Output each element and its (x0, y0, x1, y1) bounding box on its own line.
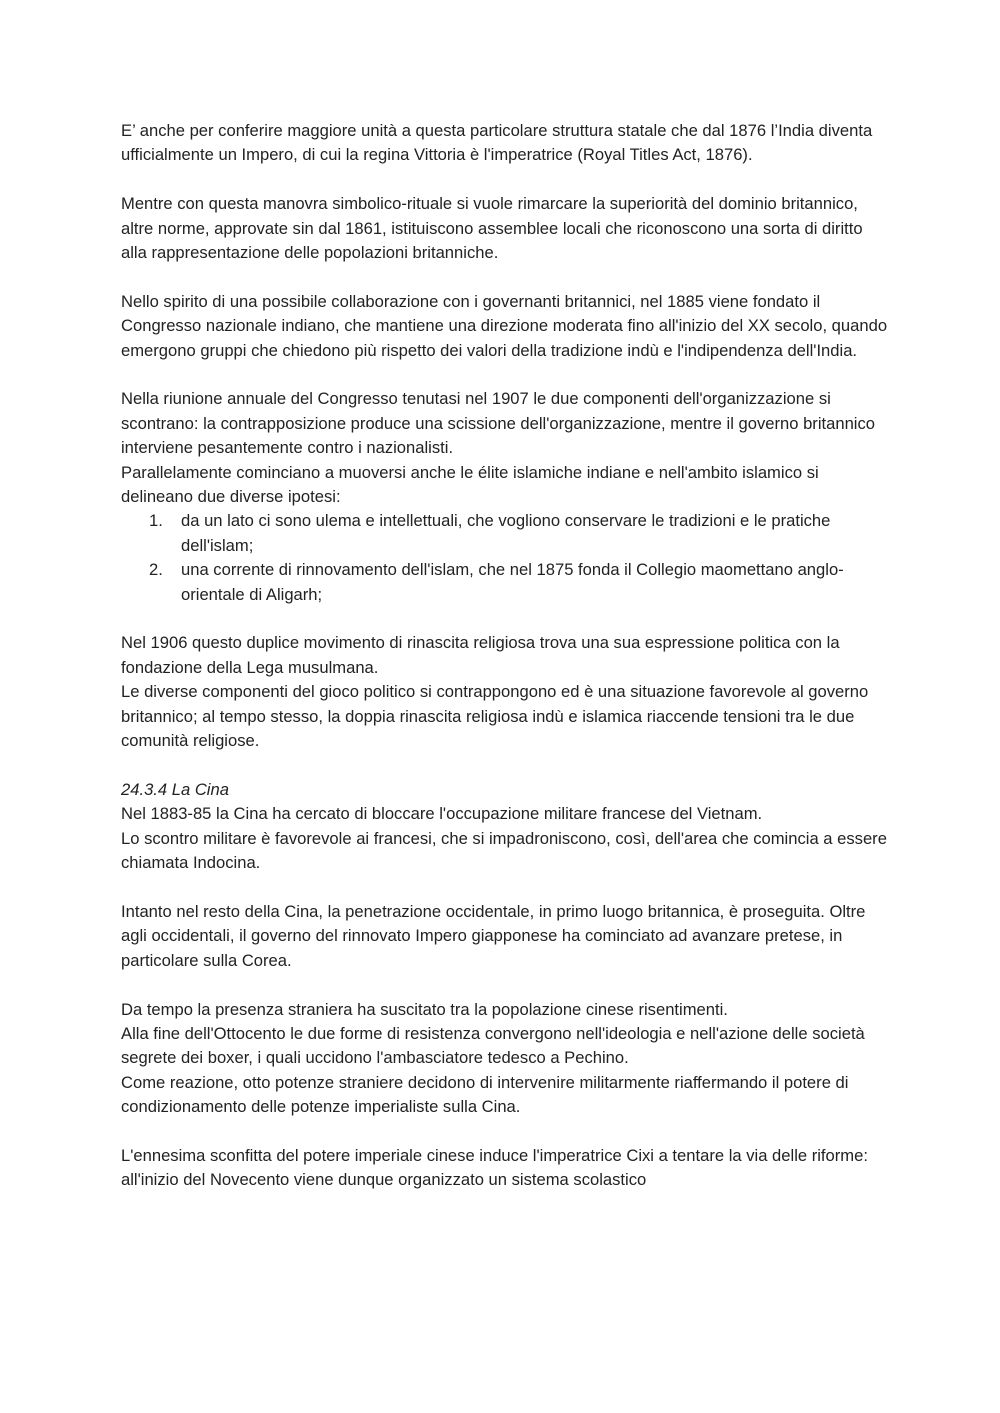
paragraph-cixi-reforms: L'ennesima sconfitta del potere imperiale cinese induce l'imperatrice Cixi a tentare la via delle riforme: all'inizio del Novecento viene dunque organizzato un sistema scolastico (121, 1145, 868, 1190)
paragraph-gap (121, 876, 891, 900)
list-item-text: da un lato ci sono ulema e intellettuali, che vogliono conservare le tradizioni e le pratiche dell'islam; (181, 511, 831, 555)
paragraph-gap (121, 973, 891, 997)
paragraph-local-assemblies: Mentre con questa manovra simbolico-rituale si vuole rimarcare la superiorità del dominio britannico, altre norme, approvate sin dal 1861, istituiscono assemblee locali che riconoscono una sorta di diritto alla rappresentazione delle popolazioni britanniche. (121, 194, 863, 263)
numbered-list (121, 509, 891, 607)
list-item-text: una corrente di rinnovamento dell'islam, che nel 1875 fonda il Collegio maomettano anglo-orientale di Aligarh; (181, 560, 844, 604)
paragraph-resentment: Da tempo la presenza straniera ha suscitato tra la popolazione cinese risentimenti. (121, 999, 728, 1019)
list-item-number: 1. (149, 511, 163, 531)
paragraph-indochina: Lo scontro militare è favorevole ai francesi, che si impadroniscono, così, dell'area che comincia a essere chiamata Indocina. (121, 828, 887, 873)
paragraph-congress-1907: Nella riunione annuale del Congresso tenutasi nel 1907 le due componenti dell'organizzazione si scontrano: la contrapposizione produce una scissione dell'organizzazione, mentre il governo britannico interviene pesantemente contro i nazionalisti. (121, 389, 876, 458)
paragraph-foreign-powers: Come reazione, otto potenze straniere decidono di intervenire militarmente riaffermando il potere di condizionamento delle potenze imperialiste sulla Cina. (121, 1072, 849, 1117)
list-item (121, 509, 891, 558)
paragraph-gap (121, 363, 891, 387)
paragraph-muslim-league: Nel 1906 questo duplice movimento di rinascita religiosa trova una sua espressione politica con la fondazione della Lega musulmana. (121, 633, 840, 677)
paragraph-western-penetration: Intanto nel resto della Cina, la penetrazione occidentale, in primo luogo britannica, è proseguita. Oltre agli occidentali, il governo del rinnovato Impero giapponese ha cominciato ad avanzare pretese, in particolare sulla Corea. (121, 901, 866, 970)
list-item (121, 558, 891, 607)
paragraph-islamic-elites: Parallelamente cominciano a muoversi anche le élite islamiche indiane e nell'ambito islamico si delineano due diverse ipotesi: (121, 462, 819, 507)
paragraph-gap (121, 754, 891, 778)
paragraph-indian-congress: Nello spirito di una possibile collaborazione con i governanti britannici, nel 1885 viene fondato il Congresso nazionale indiano, che mantiene una direzione moderata fino all'inizio del XX secolo, quando emergono gruppi che chiedono più rispetto dei valori della tradizione indù e l'indipendenza dell'India. (121, 291, 888, 360)
paragraph-political-tensions: Le diverse componenti del gioco politico si contrappongono ed è una situazione favorevole al governo britannico; al tempo stesso, la doppia rinascita religiosa indù e islamica riaccende tensioni tra le due comunità religiose. (121, 682, 869, 751)
paragraph-vietnam: Nel 1883-85 la Cina ha cercato di bloccare l'occupazione militare francese del Vietnam. (121, 804, 763, 824)
paragraph-gap (121, 1120, 891, 1144)
section-heading: 24.3.4 La Cina (121, 779, 229, 799)
paragraph-royal-titles: E’ anche per conferire maggiore unità a questa particolare struttura statale che dal 1876 l’India diventa ufficialmente un Impero, di cui la regina Vittoria è l'imperatrice (Royal Titles Act, 1876). (121, 121, 873, 165)
document-page (121, 119, 891, 1193)
paragraph-gap (121, 265, 891, 289)
paragraph-boxers: Alla fine dell'Ottocento le due forme di resistenza convergono nell'ideologia e nell'azione delle società segrete dei boxer, i quali uccidono l'ambasciatore tedesco a Pechino. (121, 1023, 865, 1068)
paragraph-gap (121, 168, 891, 192)
paragraph-gap (121, 607, 891, 631)
list-item-number: 2. (149, 560, 163, 580)
